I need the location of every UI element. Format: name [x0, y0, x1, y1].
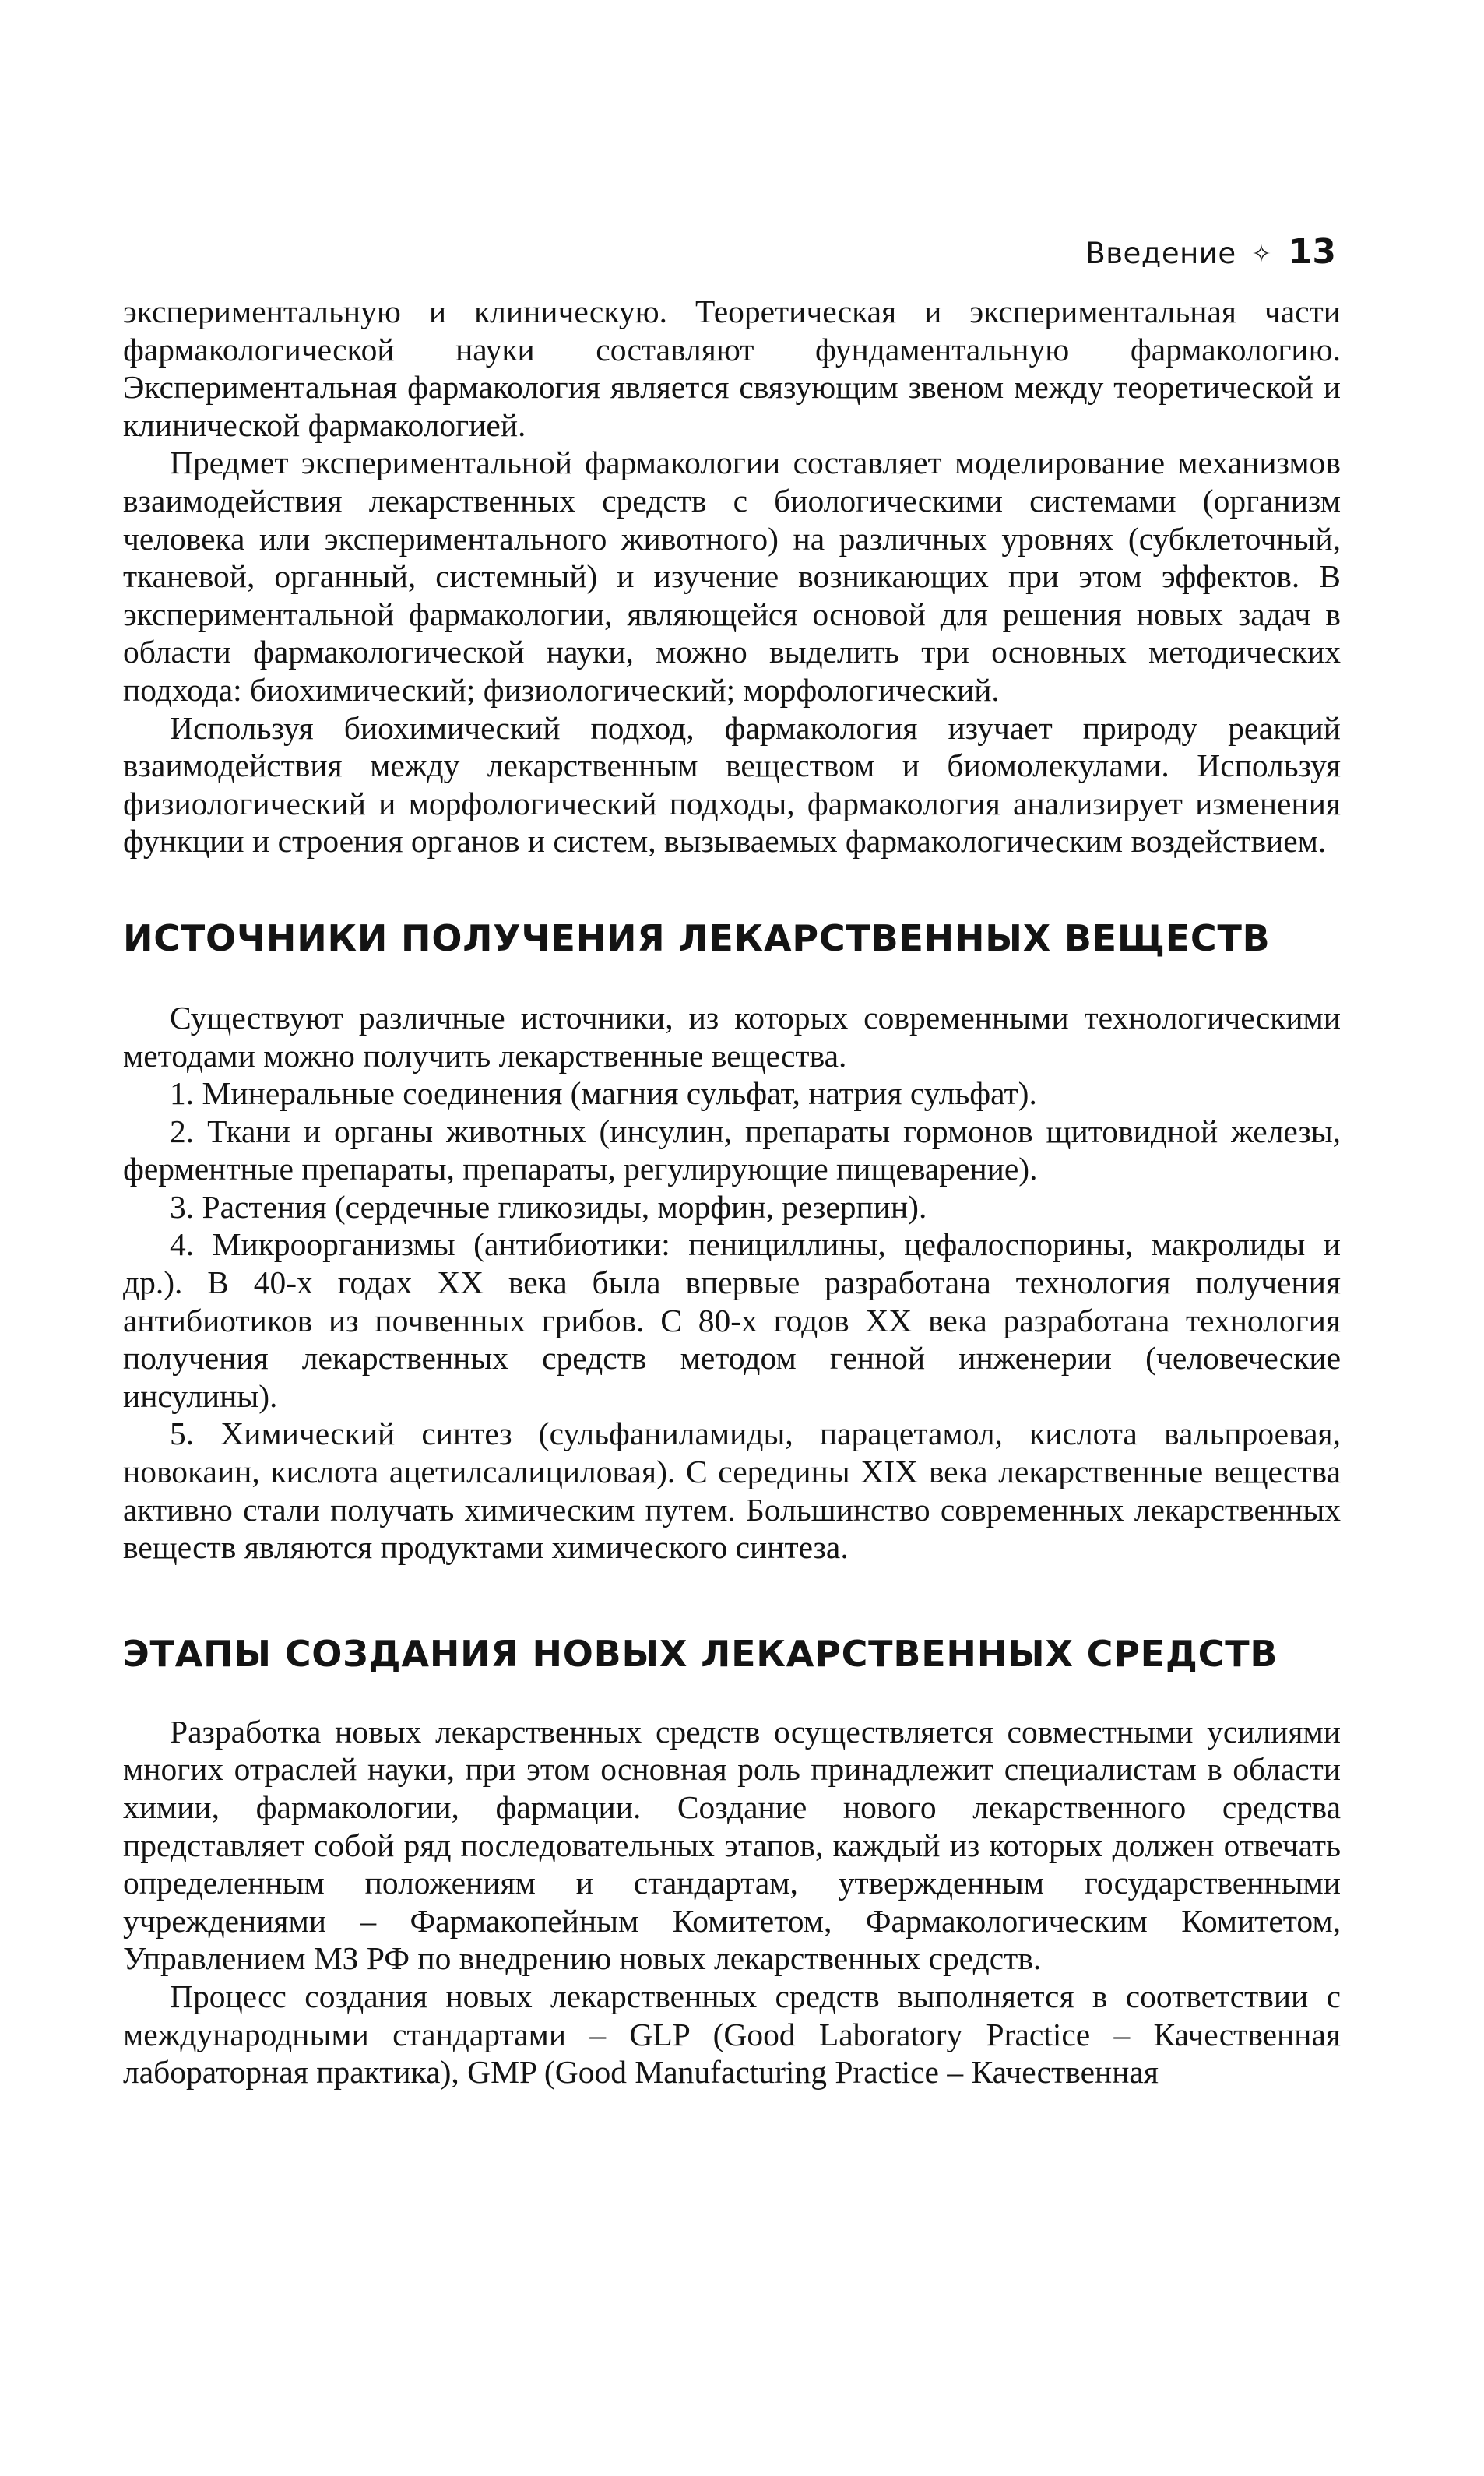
list-item: 3. Растения (сердечные гликозиды, морфин, резерпин). [170, 1188, 927, 1225]
list-item: 1. Минеральные соединения (магния сульфат, натрия сульфат). [170, 1075, 1037, 1112]
list-item: 4. Микроорганизмы (антибиотики: пенициллины, цефалоспорины, макролиды и др.). В 40-х годах XX века была впервые разработана технология получения антибиотиков из почвенных грибов. С 80-х годов XX века разработана технология получения лекарственных средств методом генной инженерии (человеческие инсулины). [123, 1226, 1341, 1414]
section-heading-sources: ИСТОЧНИКИ ПОЛУЧЕНИЯ ЛЕКАРСТВЕННЫХ ВЕЩЕСТВ [123, 916, 1271, 959]
paragraph-continued: экспериментальную и клиническую. Теоретическая и экспериментальная части фармакологической науки составляют фундаментальную фармакологию. Экспериментальная фармакология является связующим звеном между теоретической и клинической фармакологией. [123, 294, 1341, 443]
paragraph: Предмет экспериментальной фармакологии составляет моделирование механизмов взаимодействия лекарственных средств с биологическими системами (организм человека или экспериментального животного) на различных уровнях (субклеточный, тканевой, органный, системный) и изучение возникающих при этом эффектов. В экспериментальной фармакологии, являющейся основой для решения новых задач в области фармакологической науки, можно выделить три основных методических подхода: биохимический; физиологический; морфологический. [123, 445, 1341, 708]
section-heading-stages: ЭТАПЫ СОЗДАНИЯ НОВЫХ ЛЕКАРСТВЕННЫХ СРЕДСТВ [123, 1632, 1278, 1675]
page-number: 13 [1288, 232, 1336, 272]
paragraph: Процесс создания новых лекарственных средств выполняется в соответствии с международными стандартами – GLP (Good Laboratory Practice – Качественная лабораторная практика), GMP (Good Manufacturing Practice – Качественная [123, 1978, 1341, 2091]
diamond-star-icon: ✧ [1251, 241, 1271, 268]
paragraph: Разработка новых лекарственных средств осуществляется совместными усилиями многих отраслей науки, при этом основная роль принадлежит специалистам в области химии, фармакологии, фармации. Создание нового лекарственного средства представляет собой ряд последовательных этапов, каждый из которых должен отвечать определенным положениям и стандартам, утвержденным государственными учреждениями – Фармакопейным Комитетом, Фармакологическим Комитетом, Управлением МЗ РФ по внедрению новых лекарственных средств. [123, 1713, 1341, 1977]
running-head [1085, 232, 1336, 272]
paragraph: Используя биохимический подход, фармакология изучает природу реакций взаимодействия между лекарственным веществом и биомолекулами. Используя физиологический и морфологический подходы, фармакология анализирует изменения функции и строения органов и систем, вызываемых фармакологическим воздействием. [123, 709, 1341, 860]
page-body [123, 293, 1341, 2091]
paragraph: Существуют различные источники, из которых современными технологическими методами можно получить лекарственные вещества. [123, 999, 1341, 1074]
running-head-title: Введение [1085, 237, 1236, 270]
list-item: 2. Ткани и органы животных (инсулин, препараты гормонов щитовидной железы, ферментные препараты, препараты, регулирующие пищеварение). [123, 1113, 1341, 1187]
list-item: 5. Химический синтез (сульфаниламиды, парацетамол, кислота вальпроевая, новокаин, кислота ацетилсалициловая). С середины XIX века лекарственные вещества активно стали получать химическим путем. Большинство современных лекарственных веществ являются продуктами химического синтеза. [123, 1416, 1341, 1566]
